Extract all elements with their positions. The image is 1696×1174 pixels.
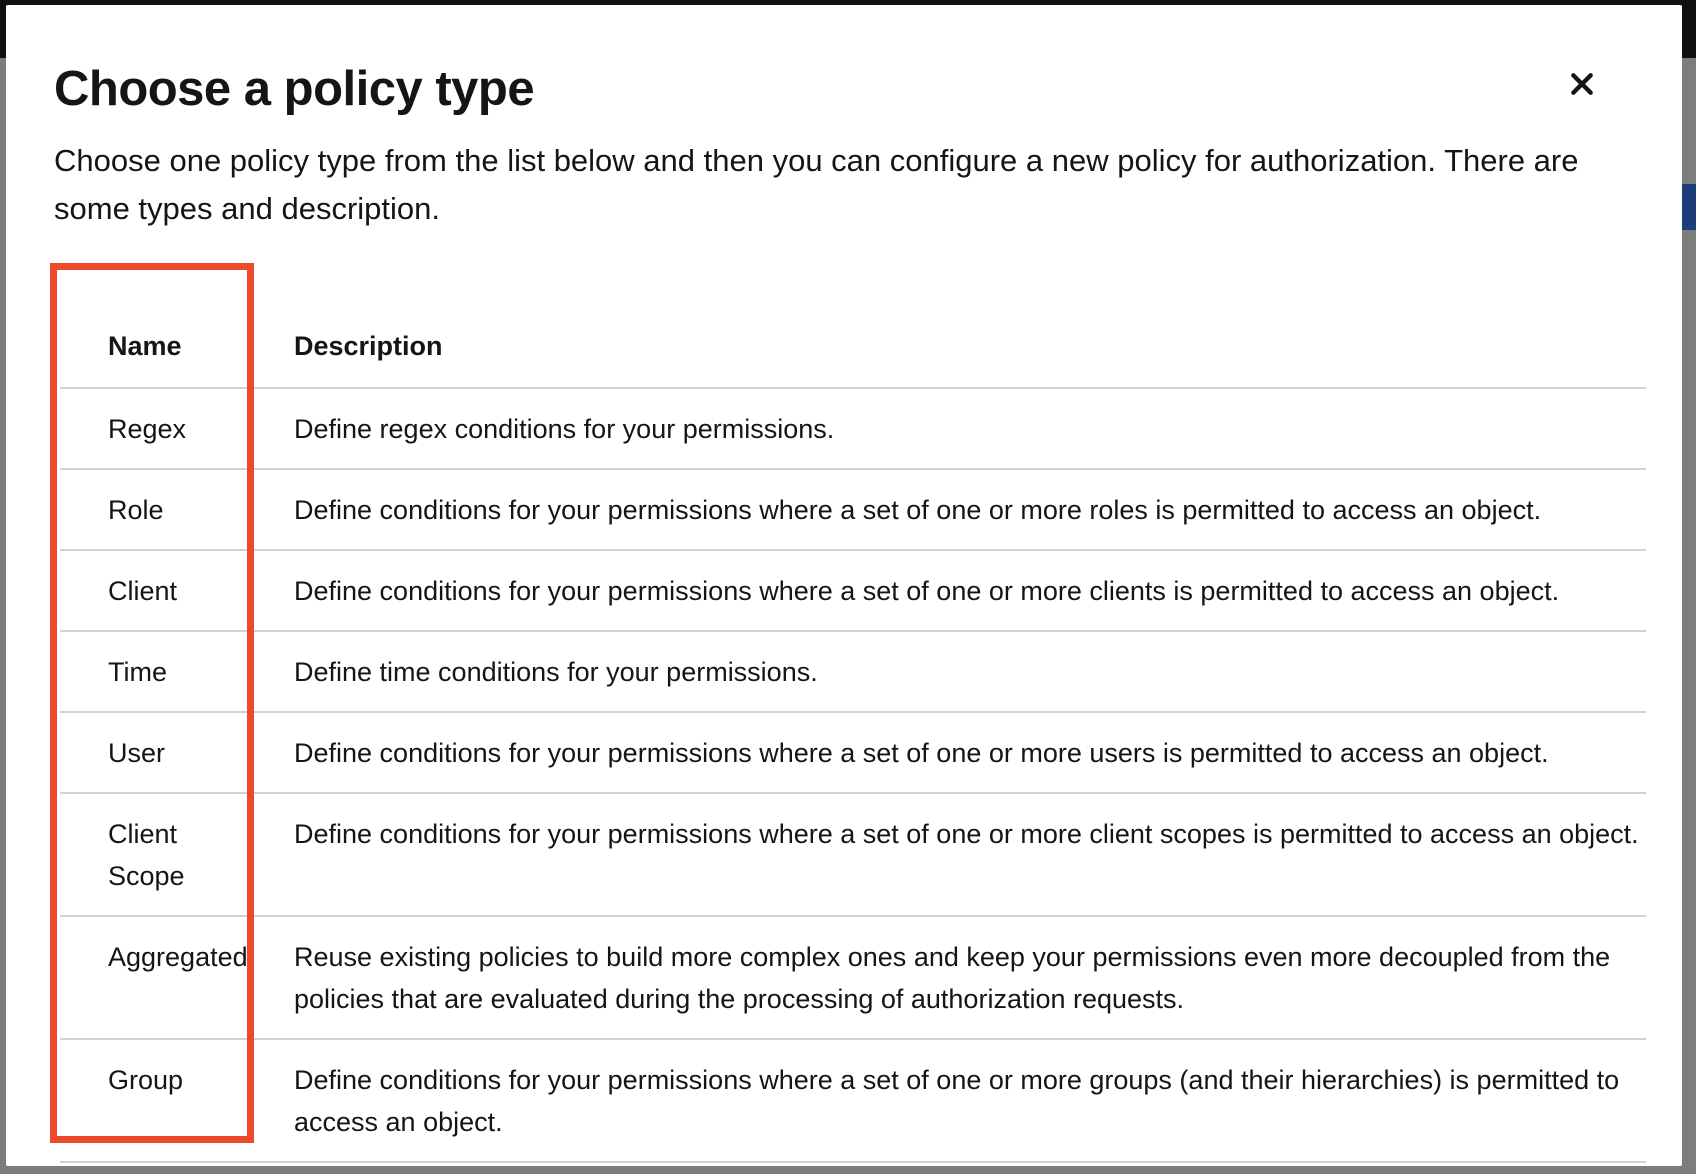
- policy-row-regex[interactable]: [60, 388, 1646, 469]
- policy-name: User: [108, 738, 166, 768]
- policy-row-group[interactable]: [60, 1039, 1646, 1162]
- policy-description: Reuse existing policies to build more complex ones and keep your permissions even more decoupled from the policies that are evaluated during the processing of authorization requests.: [294, 916, 1646, 1039]
- policy-row-client-scope[interactable]: [60, 793, 1646, 916]
- policy-row-client[interactable]: [60, 550, 1646, 631]
- policy-name: Aggregated: [108, 942, 248, 972]
- column-header-description: Description: [294, 305, 1646, 388]
- table-header-row: [60, 305, 1646, 388]
- policy-description: Define regex conditions for your permissions.: [294, 388, 1646, 469]
- policy-description: Define time conditions for your permissions.: [294, 631, 1646, 712]
- policy-row-role[interactable]: [60, 469, 1646, 550]
- policy-name: Regex: [108, 414, 187, 444]
- policy-description: Define conditions for your permissions where a set of one or more groups (and their hierarchies) is permitted to access an object.: [294, 1039, 1646, 1162]
- close-button[interactable]: [1562, 65, 1602, 105]
- policy-type-table: [60, 305, 1646, 1163]
- modal-title: Choose a policy type: [54, 62, 535, 116]
- policy-name: Group: [108, 1065, 184, 1095]
- policy-row-aggregated[interactable]: [60, 916, 1646, 1039]
- policy-description: Define conditions for your permissions where a set of one or more clients is permitted to access an object.: [294, 550, 1646, 631]
- policy-name: Time: [108, 657, 167, 687]
- policy-name: Client Scope: [108, 819, 185, 891]
- close-icon: [1569, 71, 1595, 97]
- policy-name: Client: [108, 576, 178, 606]
- policy-description: Define conditions for your permissions where a set of one or more users is permitted to access an object.: [294, 712, 1646, 793]
- policy-name: Role: [108, 495, 164, 525]
- policy-description: Define conditions for your permissions where a set of one or more client scopes is permitted to access an object.: [294, 793, 1646, 916]
- column-header-name: Name: [60, 305, 294, 388]
- policy-row-time[interactable]: [60, 631, 1646, 712]
- modal-header: [54, 55, 1634, 125]
- policy-row-user[interactable]: [60, 712, 1646, 793]
- policy-type-modal: [6, 5, 1682, 1166]
- modal-description: Choose one policy type from the list below and then you can configure a new policy for authorization. There are some types and description.: [54, 143, 1579, 226]
- policy-description: Define conditions for your permissions where a set of one or more roles is permitted to access an object.: [294, 469, 1646, 550]
